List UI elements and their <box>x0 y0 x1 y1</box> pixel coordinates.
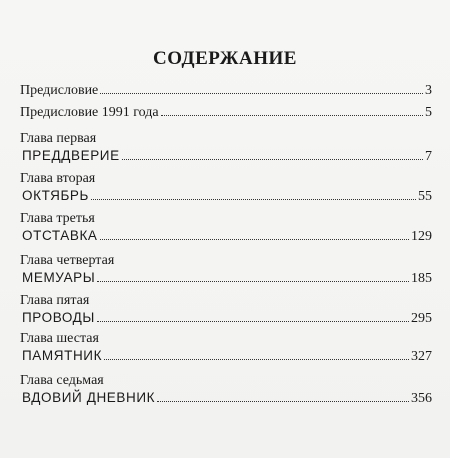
toc-chapter-5 <box>20 292 432 327</box>
toc-page-number: 3 <box>425 83 432 98</box>
dot-leader <box>100 93 423 94</box>
toc-entry-preface-1991 <box>20 104 432 121</box>
dot-leader <box>91 199 416 200</box>
toc-page-number: 327 <box>411 349 432 364</box>
chapter-number-label: Глава первая <box>20 131 97 146</box>
dot-leader <box>97 281 409 282</box>
page-title: СОДЕРЖАНИЕ <box>153 48 297 69</box>
dot-leader <box>100 239 409 240</box>
chapter-number-label: Глава пятая <box>20 293 90 308</box>
toc-entry-preface <box>20 82 432 99</box>
toc-chapter-1 <box>20 130 432 165</box>
toc-page-number: 295 <box>411 311 432 326</box>
dot-leader <box>157 401 409 402</box>
toc-page-number: 129 <box>411 229 432 244</box>
chapter-number-label: Глава шестая <box>20 331 99 346</box>
chapter-number-label: Глава четвертая <box>20 253 115 268</box>
chapter-number-label: Глава вторая <box>20 171 96 186</box>
toc-page-number: 5 <box>425 105 432 120</box>
toc-chapter-6 <box>20 330 432 365</box>
toc-entry-label: Предисловие <box>20 83 99 98</box>
dot-leader <box>122 159 423 160</box>
toc-entry-label: Предисловие 1991 года <box>20 105 159 120</box>
toc-chapter-2 <box>20 170 432 205</box>
toc-page-number: 7 <box>425 149 432 164</box>
chapter-title: ОКТЯБРЬ <box>22 188 89 203</box>
dot-leader <box>104 359 409 360</box>
chapter-title: ПАМЯТНИК <box>22 348 103 363</box>
toc-chapter-7 <box>20 372 432 407</box>
chapter-title: ПРОВОДЫ <box>22 310 95 325</box>
dot-leader <box>97 321 409 322</box>
toc-page-number: 55 <box>418 189 432 204</box>
chapter-number-label: Глава третья <box>20 211 95 226</box>
chapter-title: ОТСТАВКА <box>22 228 98 243</box>
toc-chapter-3 <box>20 210 432 245</box>
toc-page-number: 185 <box>411 271 432 286</box>
chapter-number-label: Глава седьмая <box>20 373 104 388</box>
dot-leader <box>161 115 423 116</box>
toc-page-number: 356 <box>411 391 432 406</box>
chapter-title: МЕМУАРЫ <box>22 270 96 285</box>
chapter-title: ПРЕДДВЕРИЕ <box>22 148 120 163</box>
chapter-title: ВДОВИЙ ДНЕВНИК <box>22 390 156 405</box>
toc-chapter-4 <box>20 252 432 287</box>
